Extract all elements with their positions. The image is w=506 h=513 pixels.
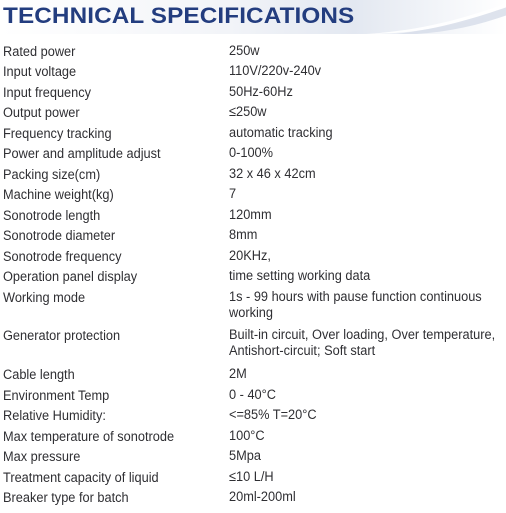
spec-label: Sonotrode frequency [3,249,122,265]
spec-value: 120mm [229,207,272,223]
spec-label: Generator protection [3,328,121,344]
spec-value: 8mm [229,227,258,243]
spec-value: 2M [229,366,247,382]
spec-label: Breaker type for batch [3,490,129,506]
spec-value: time setting working data [229,268,371,284]
spec-label: Sonotrode length [3,208,101,224]
spec-value: 250w [229,43,260,59]
spec-value: Built-in circuit, Over loading, Over temperature, Antishort-circuit; Soft start [229,327,496,359]
spec-value: 32 x 46 x 42cm [229,166,316,182]
spec-label: Operation panel display [3,269,138,285]
page-title: TECHNICAL SPECIFICATIONS [3,3,355,28]
spec-value: 0 - 40°C [229,387,276,403]
spec-value: 20ml-200ml [229,489,296,505]
spec-value: <=85% T=20°C [229,407,317,423]
spec-value: automatic tracking [229,125,333,141]
spec-value: 100°C [229,428,265,444]
spec-value: 5Mpa [229,448,261,464]
spec-label: Working mode [3,290,86,306]
spec-label: Environment Temp [3,388,110,404]
spec-label: Frequency tracking [3,126,112,142]
spec-label: Output power [3,105,80,121]
header-banner [0,0,506,34]
spec-label: Input frequency [3,85,92,101]
spec-value: 20KHz, [229,248,271,264]
spec-label: Max pressure [3,449,81,465]
spec-label: Input voltage [3,64,77,80]
spec-value: 1s - 99 hours with pause function continuous working [229,289,482,321]
spec-value: 110V/220v-240v [229,63,322,79]
spec-label: Cable length [3,367,75,383]
spec-value: ≤250w [229,104,267,120]
spec-label: Max temperature of sonotrode [3,429,175,445]
spec-value: ≤10 L/H [229,469,274,485]
spec-value: 7 [229,186,237,202]
spec-label: Treatment capacity of liquid [3,470,159,486]
header-swoosh-decoration [366,0,506,34]
spec-label: Rated power [3,44,76,60]
spec-label: Power and amplitude adjust [3,146,161,162]
spec-label: Machine weight(kg) [3,187,114,203]
spec-value: 0-100% [229,145,274,161]
spec-label: Packing size(cm) [3,167,101,183]
spec-label: Sonotrode diameter [3,228,116,244]
spec-value: 50Hz-60Hz [229,84,293,100]
spec-label: Relative Humidity: [3,408,106,424]
